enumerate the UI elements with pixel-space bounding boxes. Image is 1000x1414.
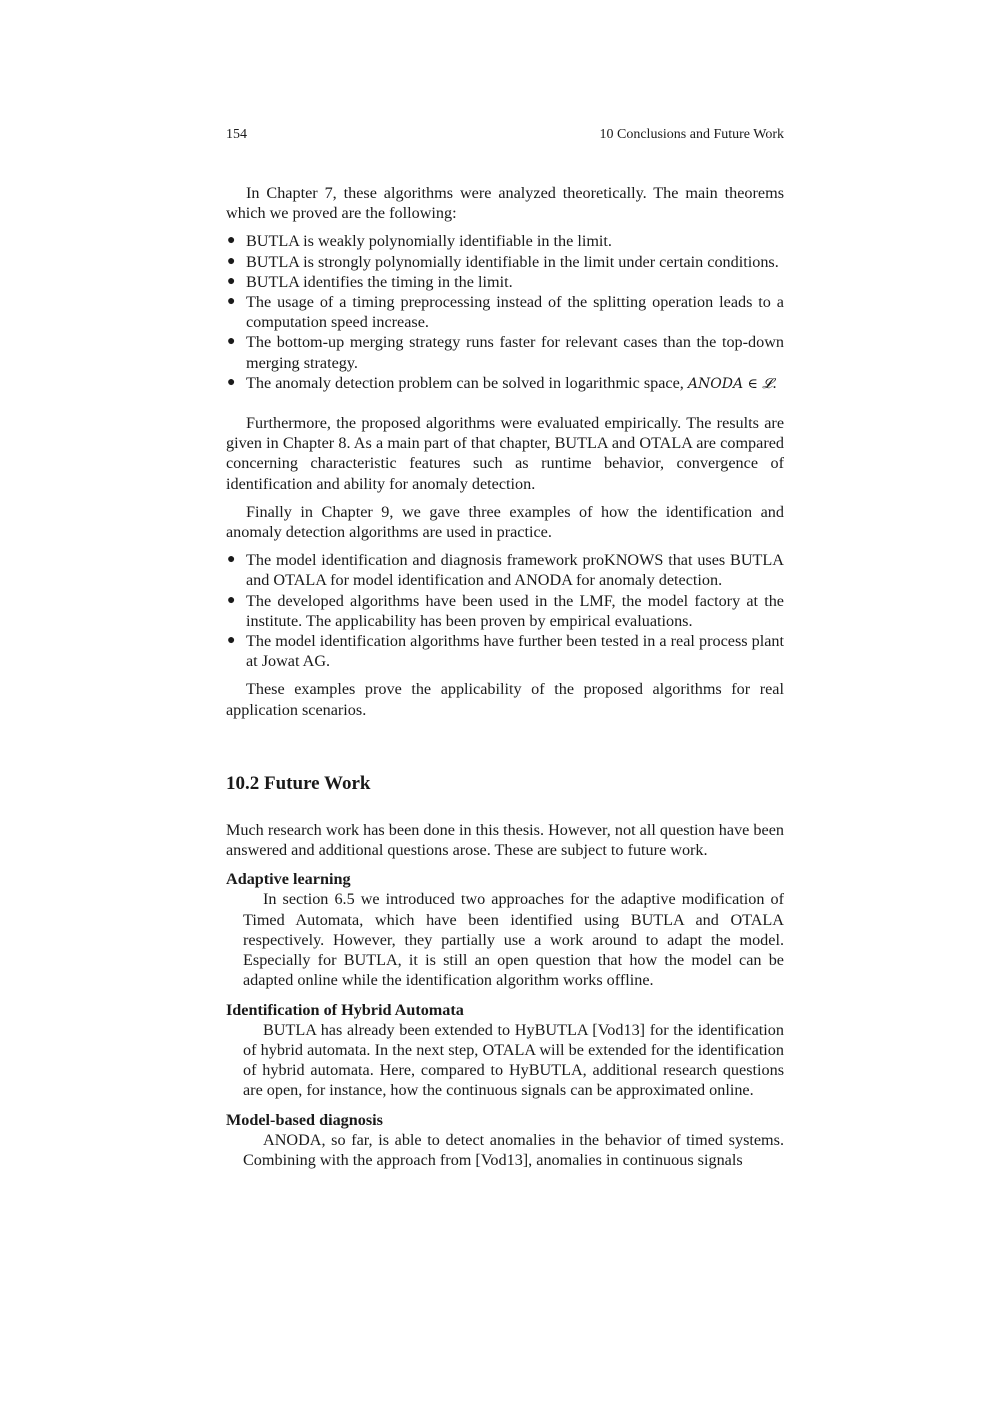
prove-paragraph: These examples prove the applicability of the proposed algorithms for real application scenarios. (226, 680, 784, 719)
list-item: ● The model identification algorithms have further been tested in a real process plant at Jowat AG. (227, 632, 784, 671)
bullet-icon: ● (227, 374, 236, 390)
bullet-icon: ● (227, 552, 236, 568)
future-item (226, 1110, 784, 1171)
page-number: 154 (226, 127, 247, 142)
empirical-paragraph: Furthermore, the proposed algorithms were evaluated empirically. The results are given in Chapter 8. As a main part of that chapter, BUTLA and OTALA are compared concerning characteristic features such as runtime behavior, convergence of identification and ability for anomaly detection. (226, 414, 784, 493)
future-item (226, 869, 784, 990)
future-item (226, 1000, 784, 1101)
section-heading: 10.2 Future Work (226, 772, 371, 794)
bullet-icon: ● (227, 294, 236, 310)
list-item: ● BUTLA is strongly polynomially identifiable in the limit under certain conditions. (227, 252, 779, 271)
list-item: ● The anomaly detection problem can be solved in logarithmic space, ANODA ∈ 𝓛. (227, 373, 777, 392)
list-item: ● The developed algorithms have been used in the LMF, the model factory at the institute. The applicability has been proven by empirical evaluations. (227, 591, 784, 630)
future-item-body: BUTLA has already been extended to HyBUTLA [Vod13] for the identification of hybrid automata. In the next step, OTALA will be extended for the identification of hybrid automata. Here, compared to HyBUTLA, additional research questions are open, for instance, how the continuous signals can be approximated online. (243, 1020, 784, 1100)
intro-paragraph: In Chapter 7, these algorithms were analyzed theoretically. The main theorems which we proved are the following: (226, 184, 784, 223)
list-item: ● BUTLA is weakly polynomially identifiable in the limit. (227, 232, 612, 251)
future-item-body: ANODA, so far, is able to detect anomalies in the behavior of timed systems. Combining with the approach from [Vod13], anomalies in continuous signals (243, 1130, 784, 1169)
future-item-body: In section 6.5 we introduced two approaches for the adaptive modification of Timed Automata, which have been identified using BUTLA and OTALA respectively. However, they partially use a work around to adapt the model. Especially for BUTLA, it is still an open question that how the model can be adapted online while the identification algorithm works offline. (243, 890, 784, 990)
list-item: ● The usage of a timing preprocessing instead of the splitting operation leads to a computation speed increase. (227, 293, 784, 332)
page-header (226, 127, 784, 147)
list-item: ● BUTLA identifies the timing in the limit. (227, 272, 513, 291)
list-item: ● The model identification and diagnosis framework proKNOWS that uses BUTLA and OTALA for model identification and ANODA for anomaly detection. (227, 551, 784, 590)
bullet-icon: ● (227, 233, 236, 249)
bullet-icon: ● (227, 273, 236, 289)
bullet-icon: ● (227, 334, 236, 350)
running-title: 10 Conclusions and Future Work (599, 127, 784, 142)
future-item-title: Adaptive learning (226, 870, 351, 889)
future-item-title: Identification of Hybrid Automata (226, 1000, 464, 1019)
future-item-title: Model-based diagnosis (226, 1110, 383, 1129)
theorem-list (226, 231, 784, 394)
math-expression: ANODA ∈ 𝓛 (687, 375, 773, 392)
examples-intro-paragraph: Finally in Chapter 9, we gave three examples of how the identification and anomaly detection algorithms are used in practice. (226, 502, 784, 542)
bullet-icon: ● (227, 633, 236, 649)
examples-list (226, 550, 784, 671)
bullet-icon: ● (227, 253, 236, 269)
future-intro-paragraph: Much research work has been done in this thesis. However, not all question have been answered and additional questions arose. These are subject to future work. (226, 820, 784, 860)
bullet-icon: ● (227, 592, 236, 608)
list-item: ● The bottom-up merging strategy runs faster for relevant cases than the top-down merging strategy. (227, 333, 784, 372)
page-body (226, 183, 784, 1170)
